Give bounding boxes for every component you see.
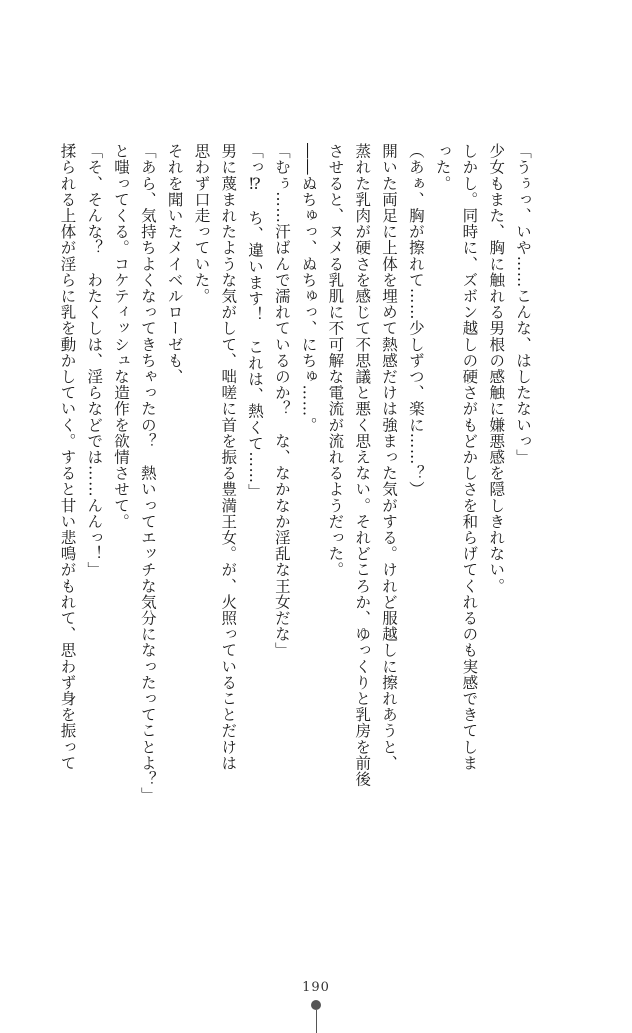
- page-footer: [0, 980, 632, 1033]
- page-number: 190: [302, 980, 330, 995]
- text-line: と嗤ってくる。コケティッシュな造作を欲情させて。: [112, 143, 131, 530]
- text-line: 「そ、そんな？ わたくしは、淫らなどでは……んんっ！」: [85, 143, 104, 578]
- text-line: 「うぅっ、いや……こんな、はしたないっ」: [514, 143, 532, 465]
- novel-text-body: [58, 143, 536, 843]
- text-line: （あぁ、胸が擦れて……少しずつ、楽に……？）: [406, 143, 425, 498]
- text-line: 思わず口走っていた。: [192, 143, 211, 304]
- text-line: った。: [433, 143, 452, 192]
- text-line: させると、ヌメる乳肌に不可解な電流が流れるようだった。: [326, 143, 345, 578]
- text-line: 男に蔑まれたような気がして、咄嗟に首を振る豊満王女。が、火照っていることだけは: [219, 143, 238, 771]
- text-line: 「っ⁉ ち、違います！ これは、熱くて……」: [246, 143, 265, 500]
- text-line: 開いた両足に上体を埋めて熱感だけは強まった気がする。けれど服越しに擦れあうと、: [380, 143, 399, 771]
- text-line: 「むぅ……汗ばんで濡れているのか？ な、なかなか淫乱な王女だな」: [272, 143, 291, 659]
- text-line: 「あら、気持ちよくなってきちゃったの？ 熱いってエッチな気分になったってことよ？」: [138, 143, 157, 804]
- text-line: しかし。同時に、ズボン越しの硬さがもどかしさを和らげてくれるのも実感できてしま: [460, 143, 479, 771]
- text-line: 揉られる上体が淫らに乳を動かしていく。すると甘い悲鳴がもれて、思わず身を振って: [58, 143, 77, 771]
- page-marker-dot-icon: [311, 1000, 321, 1010]
- text-line: 少女もまた、胸に触れる男根の感触に嫌悪感を隠しきれない。: [487, 143, 506, 594]
- text-line: それを聞いたメイベルローゼも、: [165, 143, 184, 385]
- page-marker-line: [316, 1010, 317, 1033]
- text-line: 蒸れた乳肉が硬さを感じて不思議と悪く思えない。それどころか、ゆっくりと乳房を前後: [353, 143, 372, 787]
- text-line: ――ぬちゅっ、ぬちゅっ、にちゅ……。: [299, 143, 318, 433]
